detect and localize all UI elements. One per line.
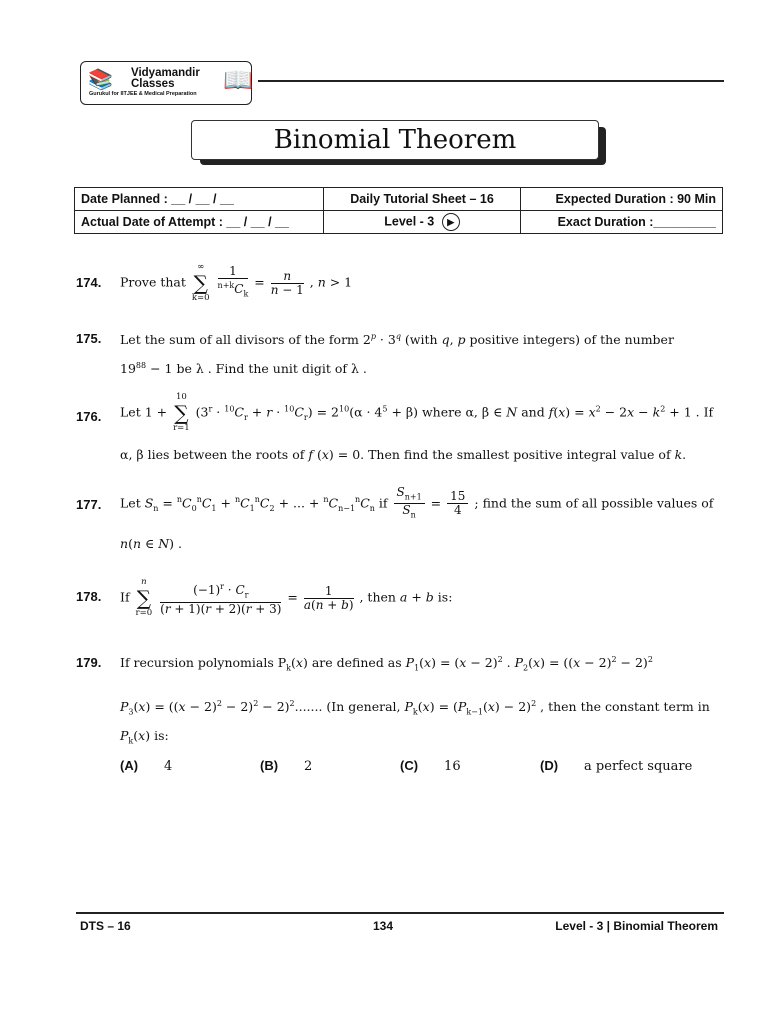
question-177-line1: Let $S_n = ^nC_0^nC_1 + ^nC_1^nC_2$ + ... + $^nC_{n-1}^nC_n$ if $\frac{S_{n+1}}{S_n}$ = $\frac{15}{4}$ ; find the sum of all possible values of [120,485,714,520]
page-title: Binomial Theorem [191,120,599,160]
question-178-text: If n ∑ r=0 $\frac{(-1)^r \cdot C_r}{(r + 1)(r + 2)(r + 3)}$ = $\frac{1}{a(n + b)}$ , then a + b is: [120,577,453,618]
page-number: 134 [373,919,394,933]
reader-icon: 📖 [223,66,253,94]
expected-duration: Expected Duration : 90 Min [521,188,723,211]
logo [80,61,252,105]
question-number: 177. [76,497,102,512]
level-label: Level - 3 [384,214,435,229]
question-179-line2: $P_3(x) = ((x - 2)^2 - 2)^2 - 2)^2$....... (In general, $P_k(x) = (P_{k-1}(x) - 2)^2$ , then the constant term in [120,699,710,717]
logo-tagline: Gurukul for IITJEE & Medical Preparation [89,91,197,97]
footer-right: Level - 3 | Binomial Theorem [555,919,718,933]
question-179-line1: If recursion polynomials $P_k(x)$ are defined as $P_1(x) = (x - 2)^2$ . $P_2(x) = ((x - 2)^2 - 2)^2$ [120,655,653,673]
question-number: 178. [76,589,102,604]
option-b: (B) 2 [260,758,313,774]
level-cell [324,211,521,234]
question-175-line1: Let the sum of all divisors of the form $2^p \cdot 3^q$ (with q, p positive integers) of the number [120,332,674,348]
logo-name: Vidyamandir Classes [131,67,200,90]
question-176-line1: Let 1 + 10 ∑ r=1 $(3^r \cdot ^{10}C_r + r \cdot ^{10}C_r) = 2^{10}(\alpha \cdot 4^5 + \beta)$ where α, β ∈ N and $f(x) = x^2 - 2x - k^2 + 1$ . If [120,392,714,433]
question-175-line2: $19^{88} - 1$ be λ . Find the unit digit of λ . [120,361,367,377]
option-a: (A) 4 [120,758,173,774]
option-c: (C) 16 [400,758,461,774]
sheet-name: Daily Tutorial Sheet – 16 [324,188,521,211]
exact-duration: Exact Duration :_________ [521,211,723,234]
question-number: 179. [76,655,102,670]
option-d: (D) a perfect square [540,758,693,774]
books-icon: 📚 [88,67,113,91]
footer-left: DTS – 16 [80,919,131,933]
question-176-line2: α, β lies between the roots of f (x) = 0. Then find the smallest positive integral value of k. [120,447,687,462]
info-table [74,187,723,234]
question-number: 176. [76,409,102,424]
play-icon: ▶ [442,213,460,231]
date-planned: Date Planned : __ / __ / __ [75,188,324,211]
question-number: 175. [76,331,102,346]
header-rule [258,80,724,82]
actual-date: Actual Date of Attempt : __ / __ / __ [75,211,324,234]
question-number: 174. [76,275,102,290]
footer-rule [76,912,724,914]
question-177-line2: n(n ∈ N) . [120,536,182,551]
question-179-line3: $P_k(x)$ is: [120,728,169,746]
question-174-text: Prove that ∞ ∑ k=0 $\frac{1}{^{n+k}C_k}$ = $\frac{n}{n - 1}$ , n > 1 [120,262,353,303]
